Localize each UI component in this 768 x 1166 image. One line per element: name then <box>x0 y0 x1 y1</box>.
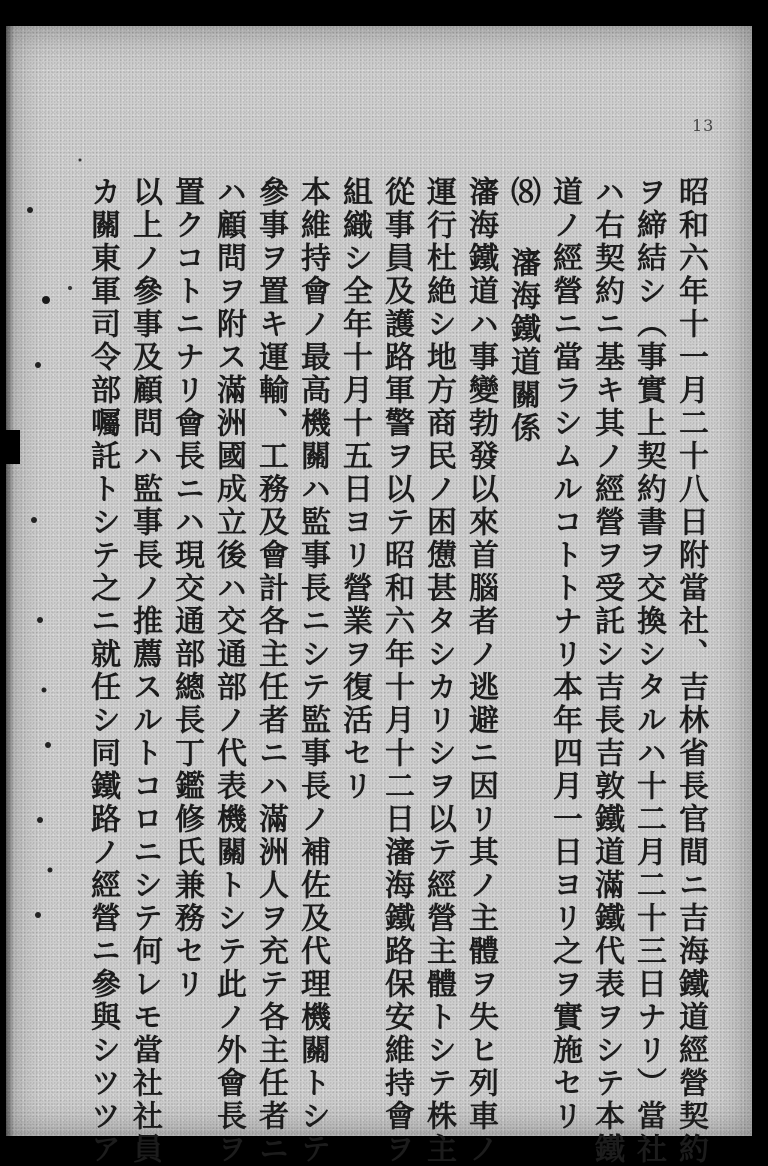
text-column-11: 參事ヲ置キ運輸、工務及會計各主任者ニハ滿洲人ヲ充テ各主任者ニ <box>253 176 288 1166</box>
text-column-7: 運行杜絶シ地方商民ノ困憊甚タシカリシヲ以テ經營主體トシテ株主 <box>421 176 456 1166</box>
text-column-13: 置クコトニナリ會長ニハ現交通部總長丁鑑修氏兼務セリ <box>169 176 204 1001</box>
section-heading: ⑻ 瀋海鐵道關係 <box>505 176 540 445</box>
text-column-9: 組織シ全年十月十五日ヨリ營業ヲ復活セリ <box>337 176 372 803</box>
text-column-12: ハ顧問ヲ附ス滿洲國成立後ハ交通部ノ代表機關トシテ此ノ外會長ヲ <box>211 176 246 1166</box>
text-column-6: 瀋海鐵道ハ事變勃發以來首腦者ノ逃避ニ因リ其ノ主體ヲ失ヒ列車ノ <box>463 176 498 1166</box>
text-column-2: ヲ締結シ（事實上契約書ヲ交換シタルハ十二月二十三日ナリ）當社 <box>631 176 666 1166</box>
text-column-10: 本維持會ノ最高機關ハ監事長ニシテ監事長ノ補佐及代理機關トシテ <box>295 176 330 1166</box>
text-column-4: 道ノ經營ニ當ラシムルコトトナリ本年四月一日ヨリ之ヲ實施セリ <box>547 176 582 1133</box>
text-column-14: 以上ノ參事及顧問ハ監事長ノ推薦スルトコロニシテ何レモ當社社員 <box>127 176 162 1166</box>
page-number: 13 <box>692 116 715 135</box>
page-shadow-edge <box>6 26 14 1136</box>
text-column-1: 昭和六年十一月二十八日附當社、吉林省長官間ニ吉海鐵道經營契約 <box>673 176 708 1166</box>
text-column-8: 從事員及護路軍警ヲ以テ昭和六年十月十二日瀋海鐵路保安維持會ヲ <box>379 176 414 1166</box>
text-column-3: ハ右契約ニ基キ其ノ經營ヲ受託シ吉長吉敦鐵道滿鐵代表ヲシテ本鐵 <box>589 176 624 1166</box>
text-column-15: カ關東軍司令部囑託トシテ之ニ就任シ同鐵路ノ經營ニ參與シツツア <box>85 176 120 1166</box>
